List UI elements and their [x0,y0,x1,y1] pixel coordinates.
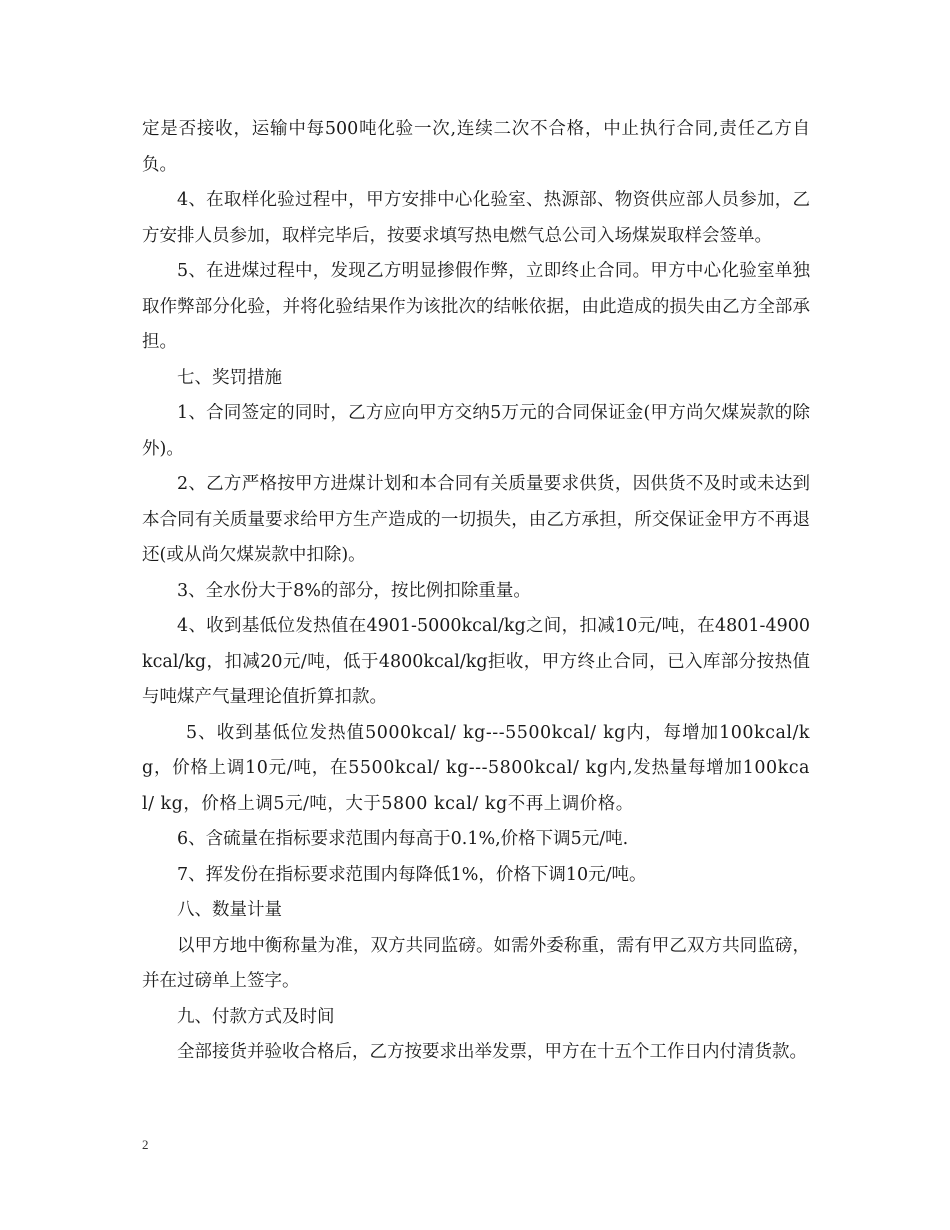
paragraph-clause-6-4: 4、在取样化验过程中，甲方安排中心化验室、热源部、物资供应部人员参加，乙方安排人员参加，取样完毕后，按要求填写热电燃气总公司入场煤炭取样会签单。 [142,190,810,246]
paragraph-clause-7-3: 3、全水份大于8%的部分，按比例扣除重量。 [177,580,531,601]
paragraph-continuation: 定是否接收，运输中每500吨化验一次,连续二次不合格，中止执行合同,责任乙方自负。 [142,119,810,175]
paragraph-clause-7-5: 5、收到基低位发热值5000kcal/ kg---5500kcal/ kg内，每增加100kcal/kg，价格上调10元/吨，在5500kcal/ kg---5800kcal/ kg内,发热量每增加100kcal/ kg，价格上调5元/吨，大于5800 kcal/ kg不再上调价格。 [142,722,810,814]
section-heading-8: 八、数量计量 [177,900,282,920]
paragraph-clause-7-2: 2、乙方严格按甲方进煤计划和本合同有关质量要求供货，因供货不及时或未达到本合同有关质量要求给甲方生产造成的一切损失，由乙方承担，所交保证金甲方不再退还(或从尚欠煤炭款中扣除)。 [142,474,810,565]
document-body [142,112,810,1071]
paragraph-clause-7-6: 6、含硫量在指标要求范围内每高于0.1%,价格下调5元/吨. [177,829,629,849]
section-heading-7: 七、奖罚措施 [177,367,282,388]
paragraph-quantity: 以甲方地中衡称量为准，双方共同监磅。如需外委称重，需有甲乙双方共同监磅，并在过磅单上签字。 [142,935,810,991]
section-heading-9: 九、付款方式及时间 [177,1006,335,1027]
paragraph-clause-7-1: 1、合同签定的同时，乙方应向甲方交纳5万元的合同保证金(甲方尚欠煤炭款的除外)。 [142,403,810,459]
paragraph-payment: 全部接货并验收合格后，乙方按要求出举发票，甲方在十五个工作日内付清货款。 [177,1042,807,1062]
page-number: 2 [142,1137,149,1152]
paragraph-clause-7-4: 4、收到基低位发热值在4901-5000kcal/kg之间，扣减10元/吨，在4801-4900kcal/kg，扣减20元/吨，低于4800kcal/kg拒收，甲方终止合同，已入库部分按热值与吨煤产气量理论值折算扣款。 [142,616,810,707]
paragraph-clause-6-5: 5、在进煤过程中，发现乙方明显掺假作弊，立即终止合同。甲方中心化验室单独取作弊部分化验，并将化验结果作为该批次的结帐依据，由此造成的损失由乙方全部承担。 [142,261,810,352]
paragraph-clause-7-7: 7、挥发份在指标要求范围内每降低1%，价格下调10元/吨。 [177,864,647,885]
